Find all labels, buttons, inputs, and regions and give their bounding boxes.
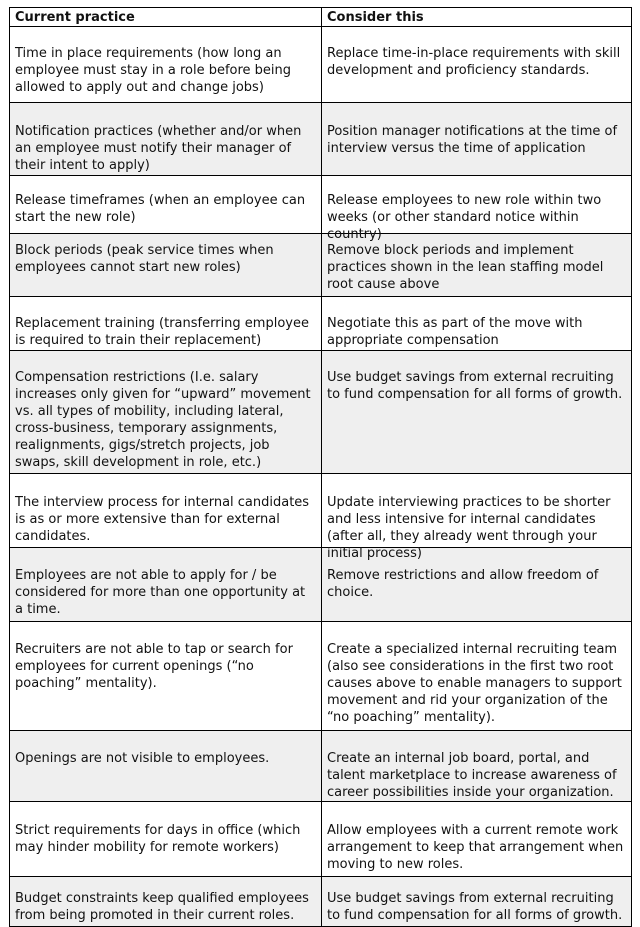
current-practice-cell: Block periods (peak service times when employees cannot start new roles) [10, 234, 322, 296]
current-practice-cell: The interview process for internal candidates is as or more extensive than for external candidates. [10, 474, 322, 547]
table-row [10, 622, 632, 731]
table-row [10, 297, 632, 351]
practice-comparison-table [9, 7, 632, 927]
table-header-row [10, 8, 632, 27]
consider-this-cell: Allow employees with a current remote work arrangement to keep that arrangement when moving to new roles. [322, 802, 632, 876]
table-row [10, 176, 632, 242]
header-consider-this: Consider this [322, 8, 632, 26]
current-practice-cell: Budget constraints keep qualified employees from being promoted in their current roles. [10, 877, 322, 926]
current-practice-cell: Compensation restrictions (I.e. salary increases only given for “upward” movement vs. all types of mobility, including lateral, cross-business, temporary assignments, realignments, gigs/stretch projects, job swaps, skill development in role, etc.) [10, 351, 322, 473]
table-row [10, 802, 632, 877]
table-row [10, 103, 632, 176]
consider-this-cell: Create a specialized internal recruiting team (also see considerations in the first two root causes above to enable managers to support movement and rid your organization of the “no poaching” mentality). [322, 622, 632, 730]
consider-this-cell: Position manager notifications at the time of interview versus the time of application [322, 103, 632, 175]
consider-this-cell: Replace time-in-place requirements with skill development and proficiency standards. [322, 27, 632, 102]
consider-this-cell: Use budget savings from external recruiting to fund compensation for all forms of growth. [322, 877, 632, 926]
consider-this-cell: Create an internal job board, portal, and talent marketplace to increase awareness of career possibilities inside your organization. [322, 731, 632, 801]
header-current-practice: Current practice [10, 8, 322, 26]
current-practice-cell: Replacement training (transferring employee is required to train their replacement) [10, 297, 322, 350]
current-practice-cell: Employees are not able to apply for / be considered for more than one opportunity at a time. [10, 548, 322, 621]
current-practice-cell: Openings are not visible to employees. [10, 731, 322, 801]
table-row [10, 474, 632, 561]
current-practice-cell: Time in place requirements (how long an employee must stay in a role before being allowed to apply out and change jobs) [10, 27, 322, 102]
table-row [10, 234, 632, 297]
current-practice-cell: Notification practices (whether and/or when an employee must notify their manager of their intent to apply) [10, 103, 322, 175]
current-practice-cell: Strict requirements for days in office (which may hinder mobility for remote workers) [10, 802, 322, 876]
table-row [10, 877, 632, 927]
table-row [10, 351, 632, 474]
table-row [10, 548, 632, 622]
consider-this-cell: Remove restrictions and allow freedom of choice. [322, 548, 632, 621]
consider-this-cell: Negotiate this as part of the move with appropriate compensation [322, 297, 632, 350]
consider-this-cell: Use budget savings from external recruiting to fund compensation for all forms of growth. [322, 351, 632, 473]
table-row [10, 731, 632, 802]
current-practice-cell: Release timeframes (when an employee can start the new role) [10, 176, 322, 233]
consider-this-cell: Remove block periods and implement practices shown in the lean staffing model root cause above [322, 234, 632, 296]
table-row [10, 27, 632, 103]
current-practice-cell: Recruiters are not able to tap or search for employees for current openings (“no poaching” mentality). [10, 622, 322, 730]
consider-this-cell: Update interviewing practices to be shorter and less intensive for internal candidates (after all, they already went through your initial process) [322, 474, 632, 547]
consider-this-cell: Release employees to new role within two weeks (or other standard notice within country) [322, 176, 632, 233]
